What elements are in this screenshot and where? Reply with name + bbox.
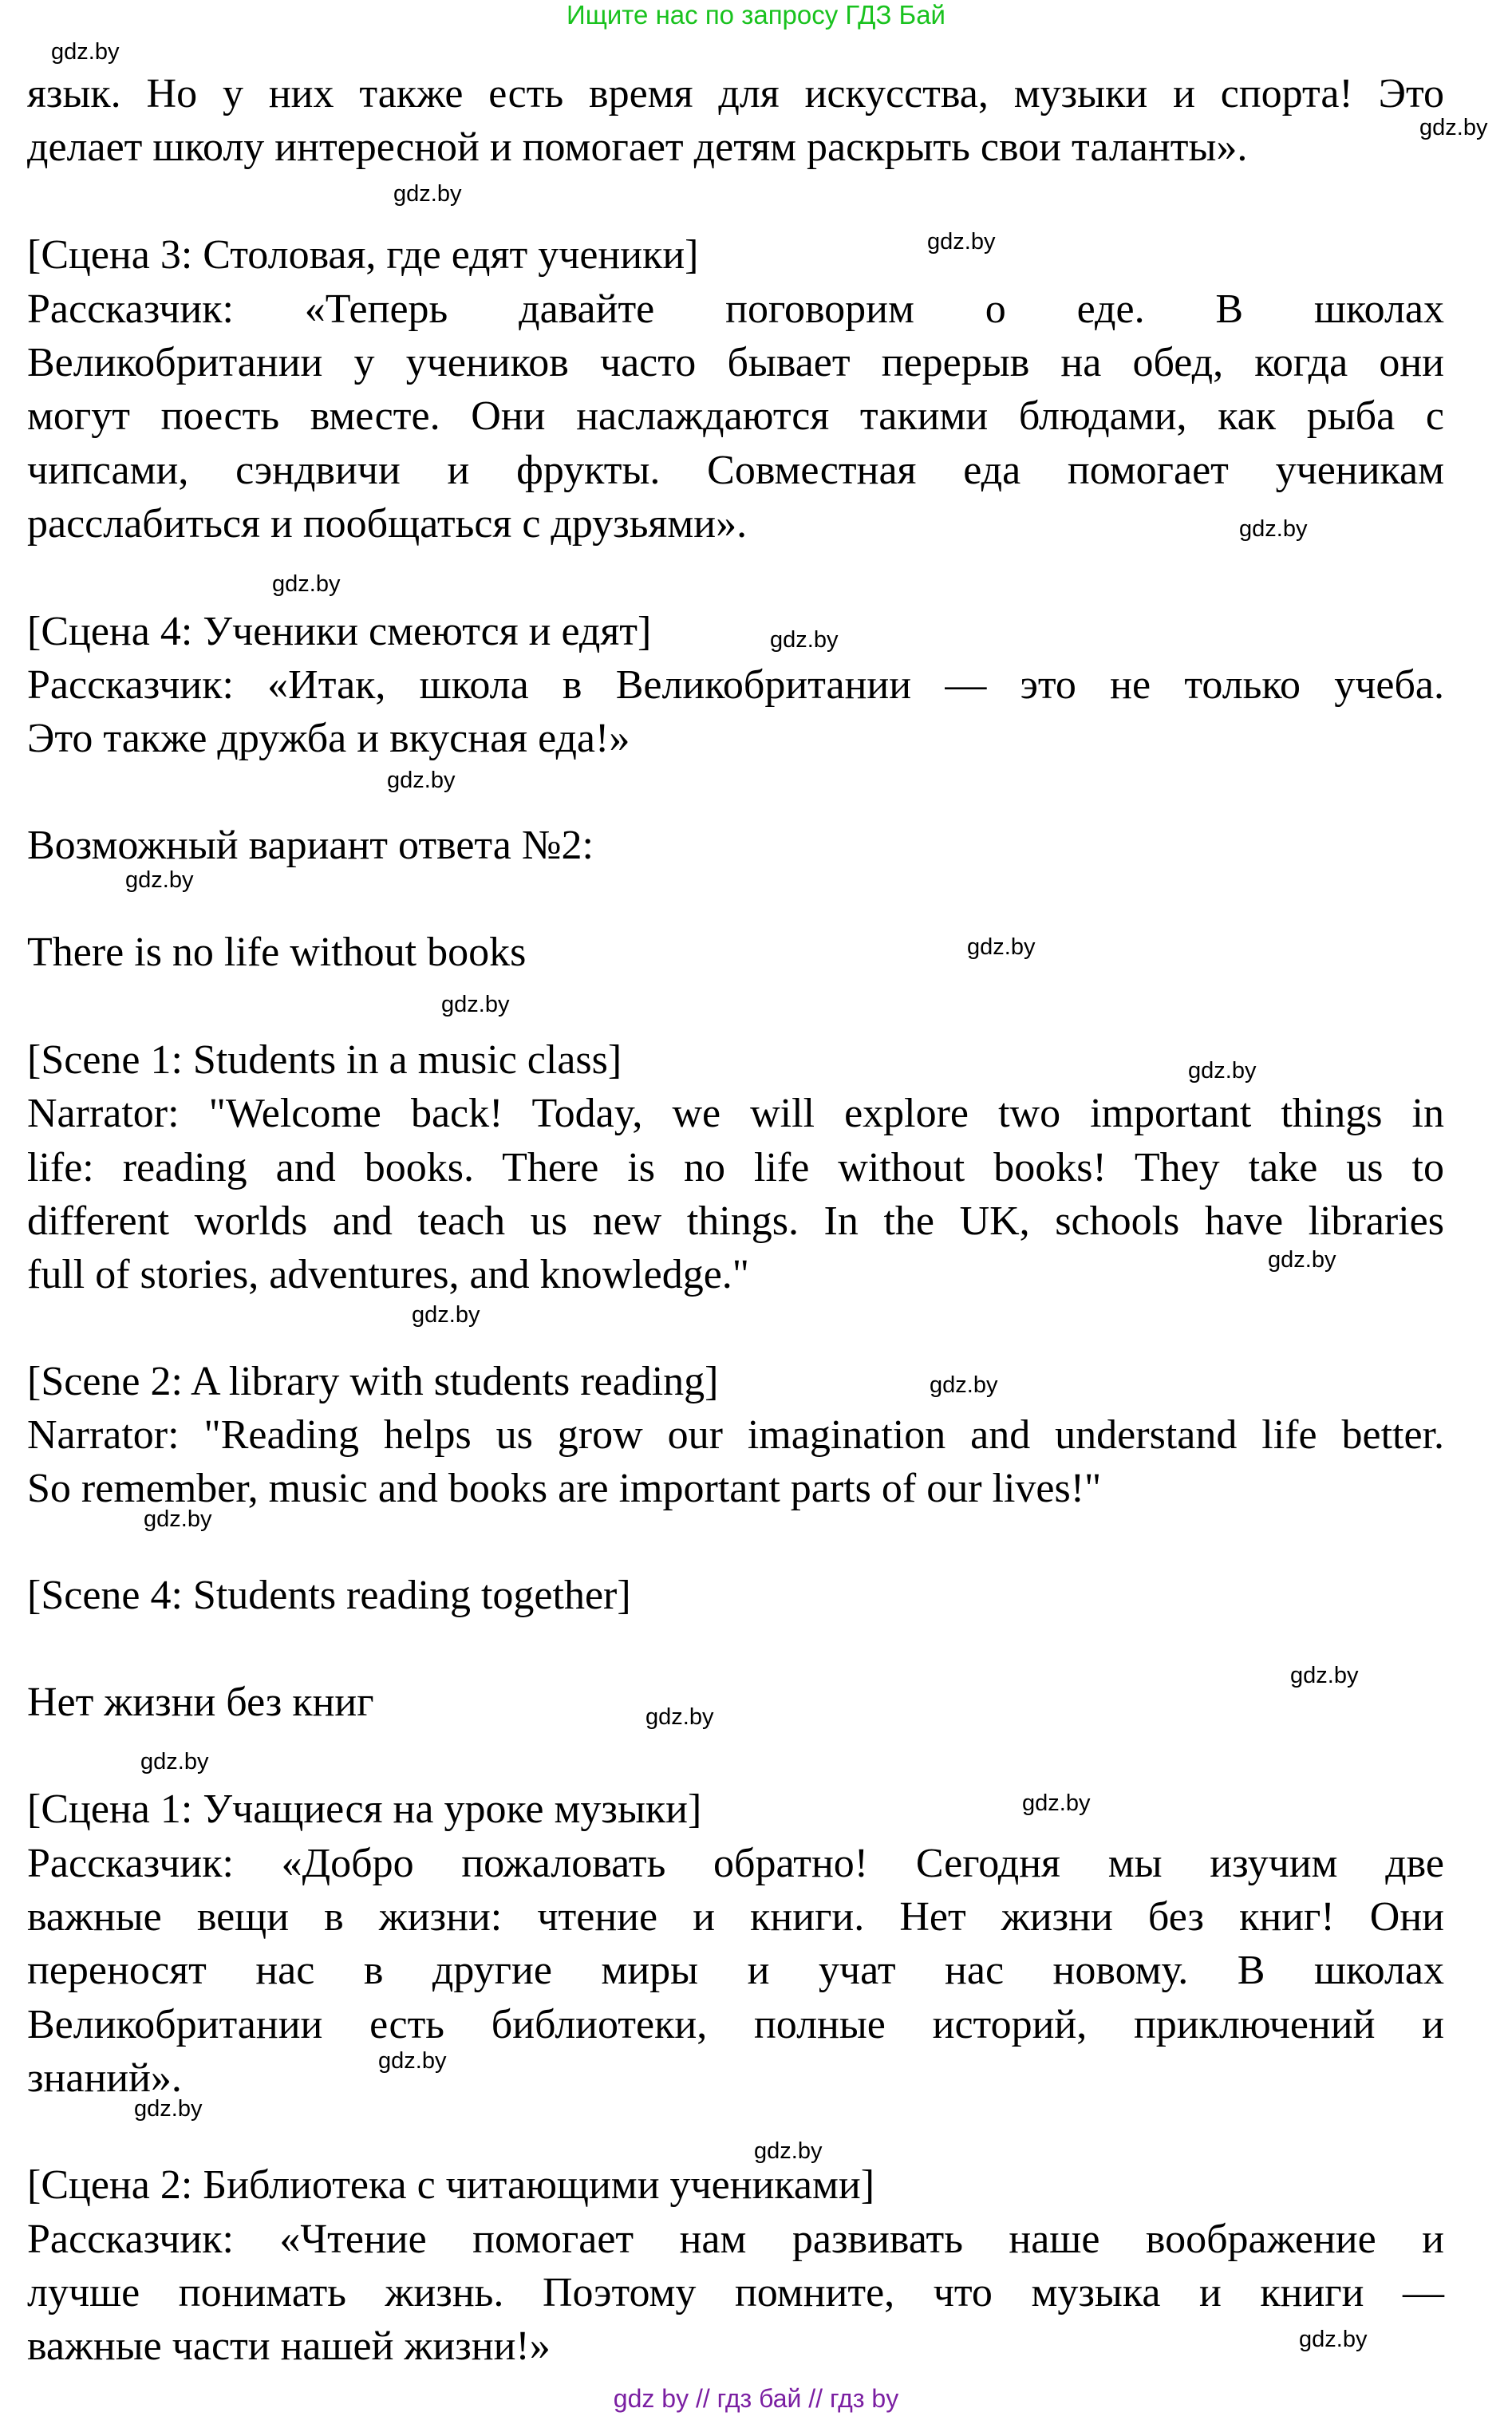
watermark: gdz.by — [134, 2096, 203, 2122]
site-footer: gdz by // гдз бай // гдз by — [613, 2384, 899, 2413]
scene-heading: [Сцена 4: Ученики смеются и едят] — [27, 609, 652, 654]
watermark: gdz.by — [1290, 1663, 1359, 1688]
watermark: gdz.by — [1268, 1247, 1336, 1273]
text-line: могут поесть вместе. Они наслаждаются такими блюдами, как рыба с — [27, 393, 1444, 439]
text-line: Рассказчик: «Итак, школа в Великобритании — это не только учеба. — [27, 662, 1444, 708]
text-line: расслабиться и пообщаться с друзьями». — [27, 501, 748, 547]
watermark: gdz.by — [387, 768, 456, 793]
text-line: лучше понимать жизнь. Поэтому помните, что музыка и книги — — [27, 2270, 1444, 2315]
section-title: There is no life without books — [27, 930, 527, 975]
watermark: gdz.by — [930, 1372, 998, 1398]
text-line: важные части нашей жизни!» — [27, 2323, 551, 2369]
scene-heading: [Scene 1: Students in a music class] — [27, 1037, 622, 1083]
watermark: gdz.by — [412, 1302, 480, 1328]
scene-heading: [Сцена 3: Столовая, где едят ученики] — [27, 232, 699, 278]
watermark: gdz.by — [927, 229, 996, 255]
watermark: gdz.by — [1299, 2327, 1368, 2352]
text-line: знаний». — [27, 2055, 182, 2101]
answer-heading: Возможный вариант ответа №2: — [27, 823, 594, 868]
text-line: Рассказчик: «Чтение помогает нам развивать наше воображение и — [27, 2217, 1444, 2262]
text-line: важные вещи в жизни: чтение и книги. Нет жизни без книг! Они — [27, 1894, 1444, 1940]
watermark: gdz.by — [125, 867, 194, 893]
watermark: gdz.by — [378, 2048, 447, 2074]
text-line: Narrator: "Reading helps us grow our imagination and understand life better. — [27, 1412, 1444, 1458]
watermark: gdz.by — [645, 1704, 714, 1730]
text-line: переносят нас в другие миры и учат нас новому. В школах — [27, 1948, 1444, 1993]
watermark: gdz.by — [967, 934, 1036, 960]
watermark: gdz.by — [1419, 115, 1488, 140]
text-line: делает школу интересной и помогает детям раскрыть свои таланты». — [27, 124, 1248, 170]
watermark: gdz.by — [393, 181, 462, 207]
watermark: gdz.by — [144, 1506, 212, 1532]
text-line: Рассказчик: «Добро пожаловать обратно! Сегодня мы изучим две — [27, 1841, 1444, 1886]
watermark: gdz.by — [51, 39, 120, 65]
scene-heading: [Сцена 1: Учащиеся на уроке музыки] — [27, 1786, 702, 1832]
text-line: Великобритании у учеников часто бывает перерыв на обед, когда они — [27, 340, 1444, 385]
text-line: Narrator: "Welcome back! Today, we will explore two important things in — [27, 1091, 1444, 1136]
section-title: Нет жизни без книг — [27, 1680, 374, 1725]
watermark: gdz.by — [441, 992, 510, 1017]
scene-heading: [Scene 2: A library with students reading] — [27, 1359, 719, 1404]
watermark: gdz.by — [140, 1749, 209, 1775]
text-line: different worlds and teach us new things. In the UK, schools have libraries — [27, 1198, 1444, 1244]
watermark: gdz.by — [754, 2138, 823, 2164]
text-line: язык. Но у них также есть время для искусства, музыки и спорта! Это — [27, 71, 1444, 116]
site-banner: Ищите нас по запросу ГДЗ Бай — [567, 0, 945, 30]
text-line: Великобритании есть библиотеки, полные историй, приключений и — [27, 2002, 1444, 2047]
text-line: Это также дружба и вкусная еда!» — [27, 716, 630, 761]
watermark: gdz.by — [1022, 1790, 1091, 1816]
watermark: gdz.by — [1188, 1058, 1257, 1084]
watermark: gdz.by — [1239, 516, 1308, 542]
text-line: чипсами, сэндвичи и фрукты. Совместная еда помогает ученикам — [27, 448, 1444, 493]
text-line: life: reading and books. There is no life without books! They take us to — [27, 1145, 1444, 1190]
watermark: gdz.by — [770, 627, 839, 653]
text-line: So remember, music and books are important parts of our lives!" — [27, 1466, 1102, 1511]
scene-heading: [Сцена 2: Библиотека с читающими учениками] — [27, 2162, 875, 2208]
text-line: full of stories, adventures, and knowledge." — [27, 1252, 749, 1297]
text-line: Рассказчик: «Теперь давайте поговорим о еде. В школах — [27, 286, 1444, 332]
watermark: gdz.by — [272, 571, 341, 597]
scene-heading: [Scene 4: Students reading together] — [27, 1573, 631, 1618]
